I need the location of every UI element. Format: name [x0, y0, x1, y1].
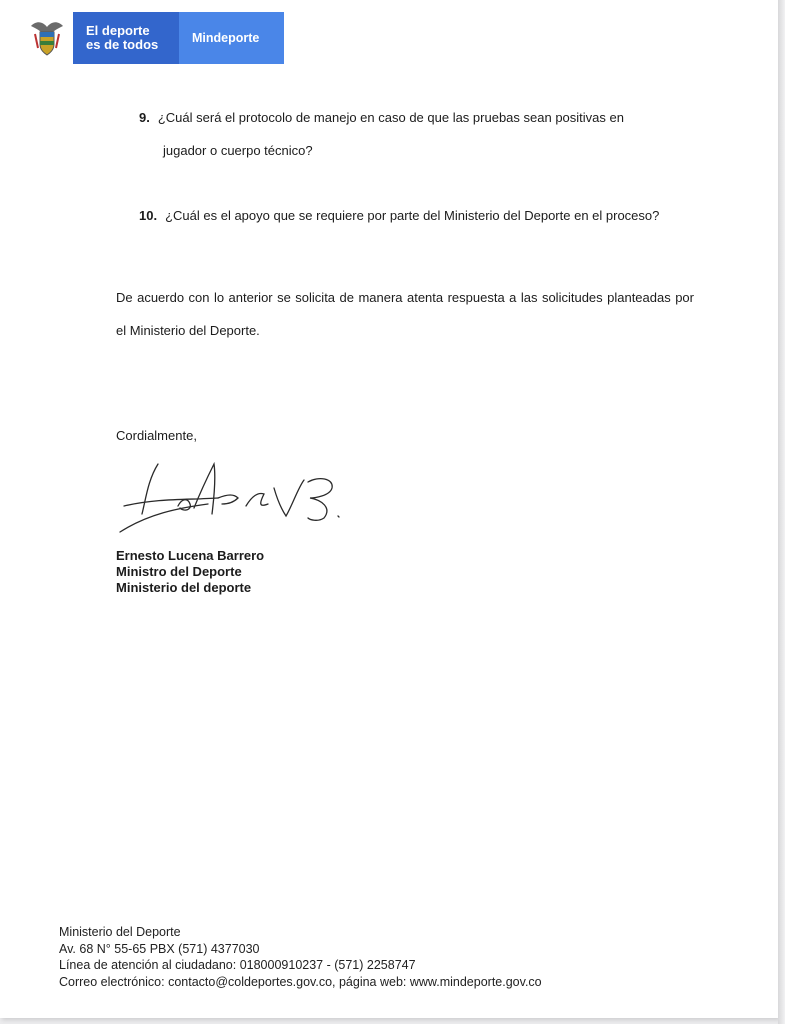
letterhead — [20, 12, 284, 64]
signer-name: Ernesto Lucena Barrero — [116, 548, 265, 563]
page-edge — [778, 0, 785, 1024]
slogan-line-1: El deporte — [86, 23, 150, 38]
question-9 — [139, 101, 699, 167]
request-paragraph: De acuerdo con lo anterior se solicita de manera atenta respuesta a las solicitudes planteadas por el Ministerio del Deporte. — [116, 290, 694, 338]
question-text-line-1: ¿Cuál será el protocolo de manejo en caso de que las pruebas sean positivas en — [157, 110, 624, 125]
footer-phone: Línea de atención al ciudadano: 018000910237 - (571) 2258747 — [59, 958, 416, 972]
ministry-logo — [179, 12, 284, 64]
coat-of-arms-icon — [20, 12, 73, 64]
signer-block — [116, 548, 264, 596]
footer-line-1: Ministerio del Deporte — [59, 925, 181, 939]
handwritten-signature — [118, 458, 358, 543]
footer-address: Av. 68 N° 55-65 PBX (571) 4377030 — [59, 941, 260, 956]
question-10 — [139, 199, 699, 232]
slogan-line-2: es de todos — [86, 37, 159, 52]
footer — [59, 924, 542, 990]
closing-salutation: Cordialmente, — [116, 428, 197, 443]
signer-title: Ministro del Deporte — [116, 564, 242, 579]
question-text-line-2: jugador o cuerpo técnico? — [163, 143, 313, 158]
ministry-label: Mindeporte — [192, 31, 260, 45]
footer-contact: Correo electrónico: contacto@coldeportes.gov.co, página web: www.mindeporte.gov.co — [59, 974, 542, 989]
slogan-block — [73, 12, 179, 64]
signer-entity: Ministerio del deporte — [116, 580, 252, 595]
question-text: ¿Cuál es el apoyo que se requiere por parte del Ministerio del Deporte en el proceso? — [165, 208, 660, 223]
question-number: 10. — [139, 208, 158, 223]
question-number: 9. — [139, 110, 150, 125]
